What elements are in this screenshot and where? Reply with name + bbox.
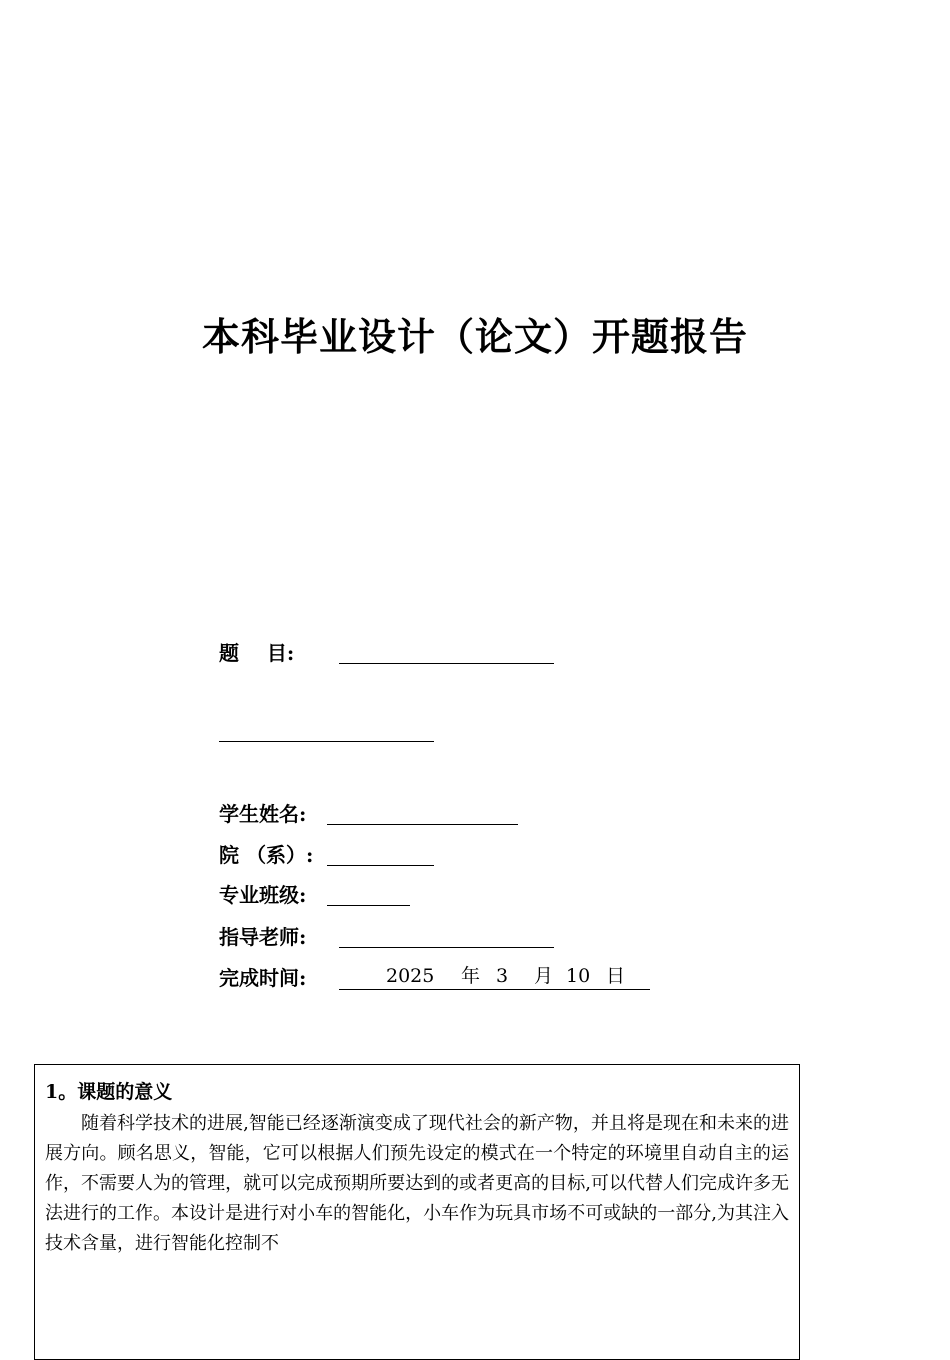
advisor-input-line[interactable]	[339, 947, 554, 948]
date-day-unit: 日	[606, 965, 626, 987]
topic-label: 题 目:	[219, 641, 295, 665]
topic-input-line-2[interactable]	[219, 741, 434, 742]
date-day: 10	[566, 965, 591, 987]
date-month-unit: 月	[534, 965, 554, 987]
completion-date-field[interactable]	[339, 963, 650, 990]
class-label: 专业班级:	[219, 883, 307, 907]
student-name-input-line[interactable]	[327, 824, 518, 825]
date-month: 3	[496, 965, 509, 987]
section-1-box	[34, 1064, 800, 1360]
topic-input-line[interactable]	[339, 663, 554, 664]
page-title: 本科毕业设计（论文）开题报告	[201, 315, 748, 359]
date-year-unit: 年	[461, 965, 481, 987]
class-input-line[interactable]	[327, 905, 410, 906]
department-input-line[interactable]	[327, 865, 434, 866]
completion-time-label: 完成时间:	[219, 966, 307, 990]
section-1-body: 随着科学技术的进展,智能已经逐渐演变成了现代社会的新产物，并且将是现在和未来的进展方向。顾名思义，智能，它可以根据人们预先设定的模式在一个特定的环境里自动自主的运作，不需要人为的管理，就可以完成预期所要达到的或者更高的目标,可以代替人们完成许多无法进行的工作。本设计是进行对小车的智能化，小车作为玩具市场不可或缺的一部分,为其注入技术含量，进行智能化控制不	[45, 1113, 789, 1254]
advisor-label: 指导老师:	[219, 925, 307, 949]
date-year: 2025	[386, 965, 435, 987]
department-label: 院 （系）:	[219, 843, 314, 867]
student-name-label: 学生姓名:	[219, 802, 307, 826]
section-1-heading: 1。课题的意义	[45, 1081, 173, 1103]
